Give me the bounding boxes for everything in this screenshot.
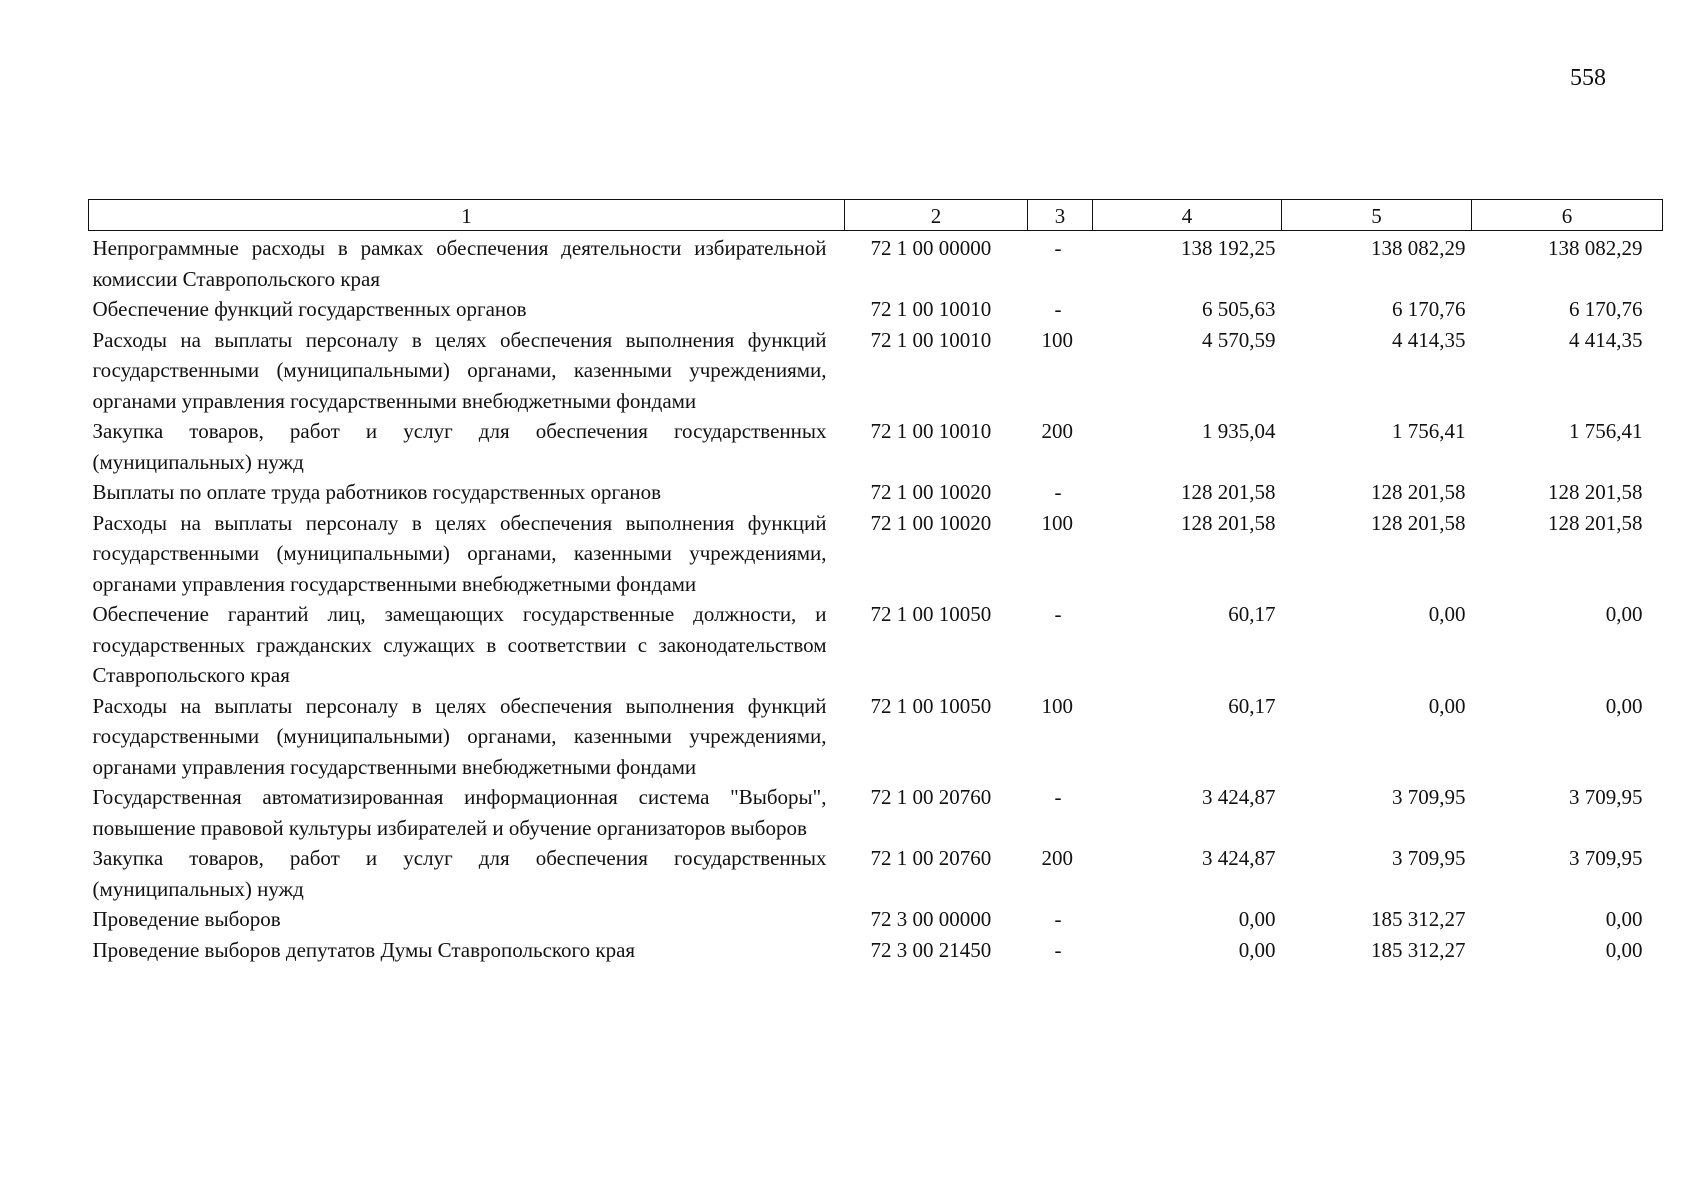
row-value-4: 1 935,04 — [1202, 419, 1276, 443]
row-name: Расходы на выплаты персоналу в целях обеспечения выполнения функций государственными (муниципальными) органами, казенными учреждениями, органами управления государственными внебюджетными фондами — [92, 510, 827, 596]
row-value-5: 3 709,95 — [1392, 785, 1466, 809]
table-header — [89, 200, 1663, 231]
row-value-4: 3 424,87 — [1202, 785, 1276, 809]
row-value-6: 4 414,35 — [1569, 327, 1643, 352]
row-vr: 100 — [1041, 510, 1073, 535]
row-kcsr: 72 3 00 00000 — [870, 907, 992, 931]
table-row — [89, 231, 1663, 295]
row-value-4: 138 192,25 — [1181, 236, 1276, 260]
table-body — [89, 231, 1663, 966]
row-kcsr: 72 1 00 10010 — [870, 327, 992, 352]
row-vr: 200 — [1041, 419, 1073, 443]
budget-table — [88, 199, 1663, 965]
header-row — [89, 200, 1663, 231]
row-name: Проведение выборов — [92, 907, 281, 931]
row-kcsr: 72 3 00 21450 — [870, 937, 992, 962]
row-value-5: 0,00 — [1428, 602, 1466, 626]
row-value-5: 138 082,29 — [1371, 236, 1466, 260]
row-kcsr: 72 1 00 20760 — [870, 846, 992, 870]
row-value-6: 128 201,58 — [1548, 510, 1643, 535]
header-col-6: 6 — [1472, 200, 1663, 231]
row-vr: - — [1054, 236, 1062, 260]
table-row — [89, 904, 1663, 935]
row-value-6: 1 756,41 — [1569, 419, 1643, 443]
row-value-6: 6 170,76 — [1569, 297, 1643, 321]
row-value-5: 3 709,95 — [1392, 846, 1466, 870]
row-kcsr: 72 1 00 10050 — [870, 602, 992, 626]
header-col-1: 1 — [89, 200, 845, 231]
table-row — [89, 843, 1663, 904]
row-value-4: 0,00 — [1238, 907, 1276, 931]
row-value-4: 4 570,59 — [1202, 327, 1276, 352]
table-row — [89, 325, 1663, 417]
row-kcsr: 72 1 00 10020 — [870, 480, 992, 504]
row-kcsr: 72 1 00 20760 — [870, 785, 992, 809]
row-value-4: 3 424,87 — [1202, 846, 1276, 870]
page-number: 558 — [1570, 65, 1606, 91]
row-vr: 200 — [1041, 846, 1073, 870]
row-value-6: 3 709,95 — [1569, 846, 1643, 870]
row-value-5: 185 312,27 — [1371, 937, 1466, 962]
row-kcsr: 72 1 00 10010 — [870, 419, 992, 443]
row-value-5: 128 201,58 — [1371, 510, 1466, 535]
row-value-5: 1 756,41 — [1392, 419, 1466, 443]
row-value-6: 0,00 — [1605, 693, 1643, 718]
row-vr: - — [1054, 937, 1062, 962]
header-col-3: 3 — [1028, 200, 1093, 231]
row-value-5: 128 201,58 — [1371, 480, 1466, 504]
row-kcsr: 72 1 00 10010 — [870, 297, 992, 321]
row-value-6: 0,00 — [1605, 602, 1643, 626]
row-value-5: 4 414,35 — [1392, 327, 1466, 352]
row-name: Расходы на выплаты персоналу в целях обеспечения выполнения функций государственными (муниципальными) органами, казенными учреждениями, органами управления государственными внебюджетными фондами — [92, 327, 827, 413]
row-value-6: 0,00 — [1605, 937, 1643, 962]
header-col-5: 5 — [1282, 200, 1472, 231]
row-vr: - — [1054, 602, 1062, 626]
table-row — [89, 294, 1663, 325]
row-name: Выплаты по оплате труда работников государственных органов — [92, 480, 662, 504]
row-value-6: 3 709,95 — [1569, 785, 1643, 809]
row-kcsr: 72 1 00 10020 — [870, 510, 992, 535]
row-name: Непрограммные расходы в рамках обеспечения деятельности избирательной комиссии Ставропольского края — [92, 236, 827, 291]
row-vr: - — [1054, 480, 1062, 504]
table-row — [89, 935, 1663, 966]
row-value-4: 60,17 — [1228, 693, 1276, 718]
row-name: Обеспечение функций государственных органов — [92, 297, 527, 321]
row-name: Расходы на выплаты персоналу в целях обеспечения выполнения функций государственными (муниципальными) органами, казенными учреждениями, органами управления государственными внебюджетными фондами — [92, 693, 827, 779]
row-value-5: 6 170,76 — [1392, 297, 1466, 321]
row-name: Закупка товаров, работ и услуг для обеспечения государственных (муниципальных) нужд — [92, 419, 827, 474]
row-value-6: 0,00 — [1605, 907, 1643, 931]
row-value-4: 6 505,63 — [1202, 297, 1276, 321]
table-row — [89, 477, 1663, 508]
row-name: Государственная автоматизированная информационная система "Выборы", повышение правовой культуры избирателей и обучение организаторов выборов — [92, 785, 827, 840]
row-value-5: 185 312,27 — [1371, 907, 1466, 931]
row-vr: - — [1054, 297, 1062, 321]
row-vr: - — [1054, 907, 1062, 931]
table-row — [89, 599, 1663, 691]
row-value-4: 0,00 — [1238, 937, 1276, 962]
table-row — [89, 508, 1663, 600]
row-value-4: 60,17 — [1228, 602, 1276, 626]
row-vr: 100 — [1041, 327, 1073, 352]
row-value-6: 128 201,58 — [1548, 480, 1643, 504]
row-kcsr: 72 1 00 00000 — [870, 236, 992, 260]
row-vr: - — [1054, 785, 1062, 809]
row-value-4: 128 201,58 — [1181, 480, 1276, 504]
row-name: Закупка товаров, работ и услуг для обеспечения государственных (муниципальных) нужд — [92, 846, 827, 901]
row-name: Проведение выборов депутатов Думы Ставропольского края — [92, 937, 636, 962]
table-row — [89, 691, 1663, 783]
row-vr: 100 — [1041, 693, 1073, 718]
row-kcsr: 72 1 00 10050 — [870, 693, 992, 718]
table-row — [89, 782, 1663, 843]
row-value-4: 128 201,58 — [1181, 510, 1276, 535]
header-col-4: 4 — [1093, 200, 1282, 231]
row-value-6: 138 082,29 — [1548, 236, 1643, 260]
row-name: Обеспечение гарантий лиц, замещающих государственные должности, и государственных гражданских служащих в соответствии с законодательством Ставропольского края — [92, 602, 827, 687]
table-row — [89, 416, 1663, 477]
header-col-2: 2 — [845, 200, 1028, 231]
row-value-5: 0,00 — [1428, 693, 1466, 718]
